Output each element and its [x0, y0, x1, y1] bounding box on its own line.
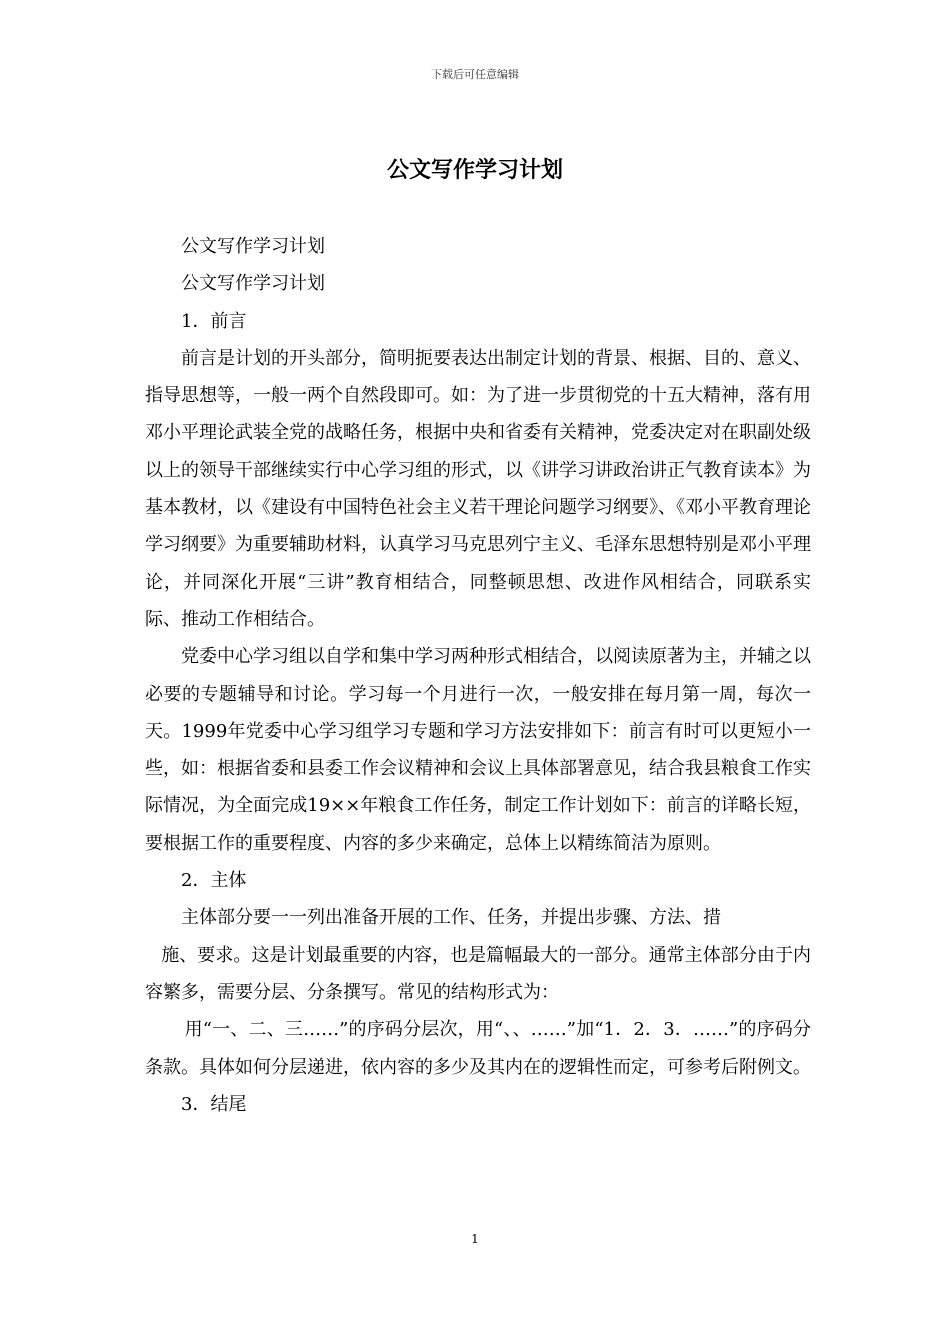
paragraph-subtitle-2: 公文写作学习计划	[181, 273, 325, 295]
header-note: 下载后可任意编辑	[431, 68, 519, 81]
document-title: 公文写作学习计划	[386, 158, 563, 183]
page-number: 1	[471, 1232, 479, 1246]
section-heading-preface: 1．前言	[181, 310, 247, 332]
paragraph-main-body-intro: 主体部分要一一列出准备开展的工作、任务，并提出步骤、方法、措	[181, 907, 721, 929]
section-heading-main-body: 2．主体	[181, 870, 247, 892]
paragraph-subtitle-1: 公文写作学习计划	[181, 236, 325, 257]
paragraph-main-body-requirements: 施、要求。这是计划最重要的内容，也是篇幅最大的一部分。通常主体部分由于内容繁多，需要分层、分条撰写。常见的结构形式为：	[145, 944, 811, 1003]
section-heading-conclusion: 3．结尾	[181, 1093, 247, 1115]
paragraph-structure-format: 用“一、二、三……”的序码分层次，用“、、……”加“1．2．3．……”的序码分条款。具体如何分层递进，依内容的多少及其内在的逻辑性而定，可参考后附例文。	[145, 1019, 811, 1078]
document-body	[145, 228, 811, 1123]
paragraph-study-group: 党委中心学习组以自学和集中学习两种形式相结合，以阅读原著为主，并辅之以必要的专题辅导和讨论。学习每一个月进行一次，一般安排在每月第一周，每次一天。1999年党委中心学习组学习专题和学习方法安排如下：前言有时可以更短小一些，如：根据省委和县委工作会议精神和会议上具体部署意见，结合我县粮食工作实际情况，为全面完成19××年粮食工作任务，制定工作计划如下：前言的详略长短，要根据工作的重要程度、内容的多少来确定，总体上以精练简洁为原则。	[145, 646, 811, 854]
paragraph-preface-body: 前言是计划的开头部分，简明扼要表达出制定计划的背景、根据、目的、意义、指导思想等，一般一两个自然段即可。如：为了进一步贯彻党的十五大精神，落有用邓小平理论武装全党的战略任务，根据中央和省委有关精神，党委决定对在职副处级以上的领导干部继续实行中心学习组的形式，以《讲学习讲政治讲正气教育读本》为基本教材，以《建设有中国特色社会主义若干理论问题学习纲要》、《邓小平教育理论学习纲要》为重要辅助材料，认真学习马克思列宁主义、毛泽东思想特别是邓小平理论，并同深化开展“三讲”教育相结合，同整顿思想、改进作风相结合，同联系实际、推动工作相结合。	[145, 347, 811, 630]
